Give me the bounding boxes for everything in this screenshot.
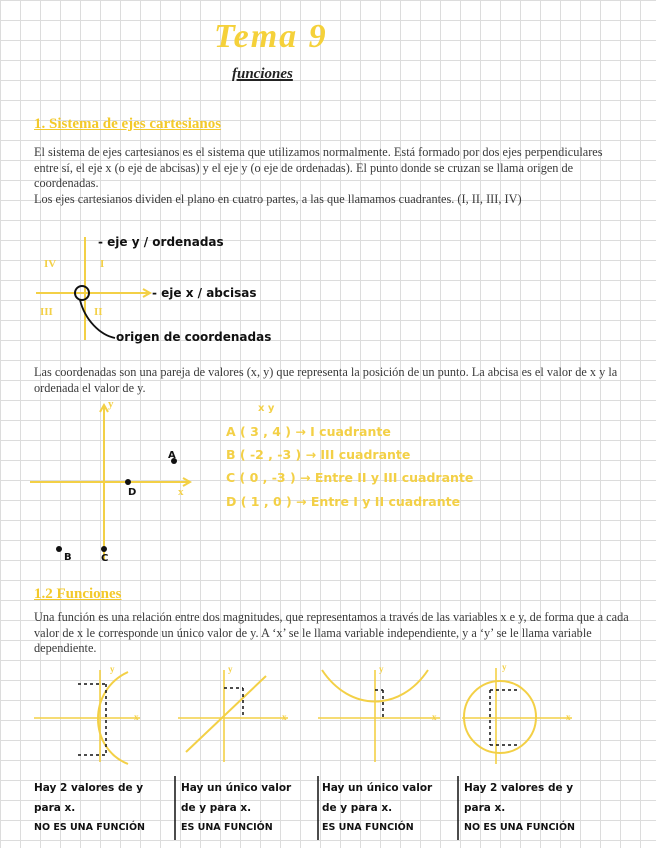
caption-col-3-verdict: ES UNA FUNCIÓN xyxy=(322,822,414,833)
graph-3 xyxy=(318,670,440,762)
quadrant-ii: II xyxy=(94,306,103,318)
plot-axis-y: y xyxy=(108,398,114,410)
point-label-b: B xyxy=(64,552,72,563)
quadrant-iii: III xyxy=(40,306,53,318)
caption-col-4-line2: para x. xyxy=(464,802,506,814)
point-label-a: A xyxy=(168,450,176,461)
graph3-axis-y: y xyxy=(379,664,384,674)
quadrant-i: I xyxy=(100,258,105,270)
caption-col-3-line1: Hay un único valor xyxy=(322,782,433,794)
caption-col-1-line1: Hay 2 valores de y xyxy=(34,782,144,794)
point-label-d: D xyxy=(128,487,137,498)
caption-col-3 xyxy=(322,778,456,838)
quadrant-iv: IV xyxy=(44,258,57,270)
graph3-axis-x: x xyxy=(432,712,437,722)
graph4-axis-y: y xyxy=(502,662,507,672)
graph2-axis-y: y xyxy=(228,664,233,674)
paragraph-funciones: Una función es una relación entre dos magnitudes, que representamos a través de las variables x e y, de forma que a cada valor de x le corresponde un único valor de y. A ‘x’ se le llama variable independiente, y a ‘y’ se le llama variable dependiente. xyxy=(34,610,629,655)
graph-1 xyxy=(34,670,140,764)
graph-4 xyxy=(462,668,572,764)
graph-2 xyxy=(178,670,288,762)
caption-col-4-line1: Hay 2 valores de y xyxy=(464,782,574,794)
section-heading-ejes: 1. Sistema de ejes cartesianos xyxy=(34,116,222,132)
point-line-a: A ( 3 , 4 ) → I cuadrante xyxy=(226,424,391,439)
caption-col-2-verdict: ES UNA FUNCIÓN xyxy=(181,822,273,833)
caption-col-2-line2: de y para x. xyxy=(181,802,252,814)
point-label-c: C xyxy=(101,553,109,564)
graph2-axis-x: x xyxy=(282,712,287,722)
caption-col-1-line2: para x. xyxy=(34,802,76,814)
caption-col-1 xyxy=(34,778,174,838)
paragraph-coordenadas: Las coordenadas son una pareja de valores (x, y) que representa la posición de un punto. La abcisa es el valor de x y la ordenada el valor de y. xyxy=(34,365,618,395)
page-title: Tema 9 xyxy=(214,18,328,55)
caption-col-2-line1: Hay un único valor xyxy=(181,782,292,794)
graph1-axis-x: x xyxy=(134,712,139,722)
graph4-axis-x: x xyxy=(566,712,571,722)
point-line-d: D ( 1 , 0 ) → Entre I y II cuadrante xyxy=(226,494,461,509)
caption-col-2 xyxy=(181,778,317,838)
point-line-b: B ( -2 , -3 ) → III cuadrante xyxy=(226,447,411,462)
caption-col-3-line2: de y para x. xyxy=(322,802,393,814)
plot-axis-x: x xyxy=(178,486,184,498)
graph1-axis-y: y xyxy=(110,664,115,674)
point-line-c: C ( 0 , -3 ) → Entre II y III cuadrante xyxy=(226,470,474,485)
label-origen: origen de coordenadas xyxy=(116,330,272,344)
caption-col-4 xyxy=(464,778,634,838)
caption-col-4-verdict: NO ES UNA FUNCIÓN xyxy=(464,822,575,833)
paragraph-cuadrantes: Los ejes cartesianos dividen el plano en cuatro partes, a las que llamamos cuadrantes. (I, II, III, IV) xyxy=(34,192,522,206)
page-subtitle: funciones xyxy=(232,66,293,82)
annot-xy: x y xyxy=(258,403,275,414)
section-heading-funciones: 1.2 Funciones xyxy=(34,586,122,602)
label-eje-x: - eje x / abcisas xyxy=(152,286,257,300)
label-eje-y: - eje y / ordenadas xyxy=(98,235,224,249)
paragraph-ejes: El sistema de ejes cartesianos es el sistema que utilizamos normalmente. Está formado por dos ejes perpendiculares entre sí, el eje x (o eje de abcisas) y el eje y (o eje de ordenadas). El punto donde se cruzan se llama origen de coordenadas. xyxy=(34,145,603,190)
caption-col-1-verdict: NO ES UNA FUNCIÓN xyxy=(34,822,145,833)
